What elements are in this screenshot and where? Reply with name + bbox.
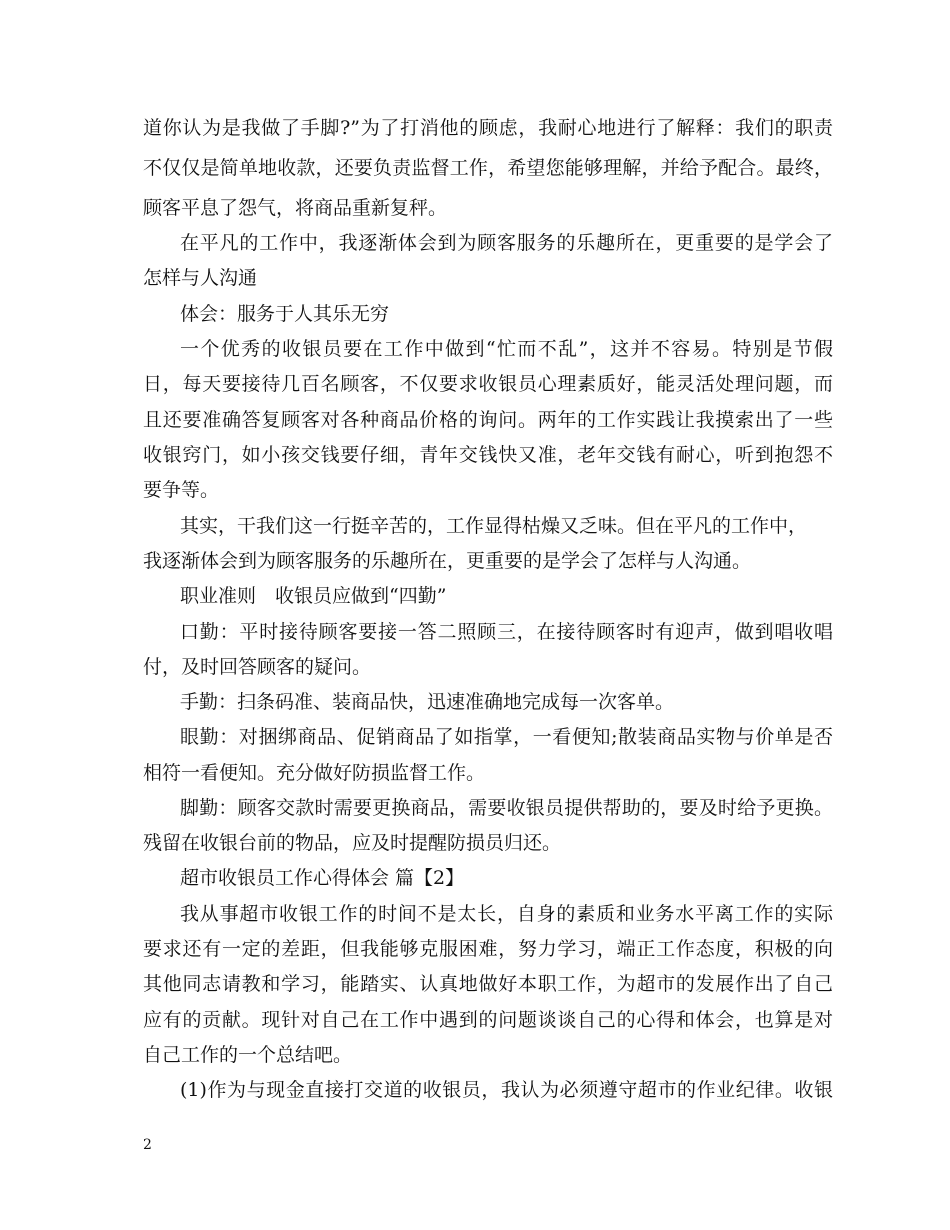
section-heading: 体会：服务于人其乐无穷	[180, 303, 390, 325]
paragraph-start-line: 我从事超市收银工作的时间不是太长，自身的素质和业务水平离工作的实际	[180, 903, 833, 925]
paragraph-start-line: 在平凡的工作中，我逐渐体会到为顾客服务的乐趣所在，更重要的是学会了	[180, 232, 833, 254]
paragraph-start-line: 其实，干我们这一行挺辛苦的，工作显得枯燥又乏味。但在平凡的工作中，	[180, 515, 808, 537]
text-line: 我逐渐体会到为顾客服务的乐趣所在，更重要的是学会了怎样与人沟通。	[143, 550, 752, 572]
text-line: 怎样与人沟通	[143, 267, 258, 289]
paragraph-start-line: 眼勤：对捆绑商品、促销商品了如指掌，一看便知;散装商品实物与价单是否	[180, 726, 833, 748]
paragraph-start-line: 脚勤：顾客交款时需要更换商品，需要收银员提供帮助的，要及时给予更换。	[180, 797, 833, 819]
text-line: 相符一看便知。充分做好防损监督工作。	[143, 762, 486, 784]
text-line: 要争等。	[143, 479, 220, 501]
text-line: 不仅仅是简单地收款，还要负责监督工作，希望您能够理解，并给予配合。最终，	[143, 157, 833, 179]
paragraph-start-line: 手勤：扫条码准、装商品快，迅速准确地完成每一次客单。	[180, 691, 675, 713]
text-line: 道你认为是我做了手脚?”为了打消他的顾虑，我耐心地进行了解释：我们的职责	[143, 117, 833, 139]
text-line: 其他同志请教和学习，能踏实、认真地做好本职工作，为超市的发展作出了自己	[143, 973, 833, 995]
text-line: 残留在收银台前的物品，应及时提醒防损员归还。	[143, 832, 562, 854]
text-line: 收银窍门，如小孩交钱要仔细，青年交钱快又准，老年交钱有耐心，听到抱怨不	[143, 444, 833, 466]
text-line: 应有的贡献。现针对自己在工作中遇到的问题谈谈自己的心得和体会，也算是对	[143, 1009, 833, 1031]
page-number: 2	[143, 1137, 152, 1153]
text-line: 付，及时回答顾客的疑问。	[143, 656, 372, 678]
paragraph-start-line: 一个优秀的收银员要在工作中做到“忙而不乱”，这并不容易。特别是节假	[180, 338, 833, 360]
text-line: 要求还有一定的差距，但我能够克服困难，努力学习，端正工作态度，积极的向	[143, 938, 833, 960]
text-line: 顾客平息了怨气，将商品重新复秤。	[143, 197, 448, 219]
section-heading: 职业准则 收银员应做到“四勤”	[180, 585, 447, 607]
section-heading: 超市收银员工作心得体会 篇【2】	[180, 867, 465, 889]
text-line: 自己工作的一个总结吧。	[143, 1044, 353, 1066]
text-line: 日，每天要接待几百名顾客，不仅要求收银员心理素质好，能灵活处理问题，而	[143, 373, 833, 395]
paragraph-start-line: (1)作为与现金直接打交道的收银员，我认为必须遵守超市的作业纪律。收银	[180, 1079, 833, 1101]
paragraph-start-line: 口勤：平时接待顾客要接一答二照顾三，在接待顾客时有迎声，做到唱收唱	[180, 621, 833, 643]
text-line: 且还要准确答复顾客对各种商品价格的询问。两年的工作实践让我摸索出了一些	[143, 409, 833, 431]
